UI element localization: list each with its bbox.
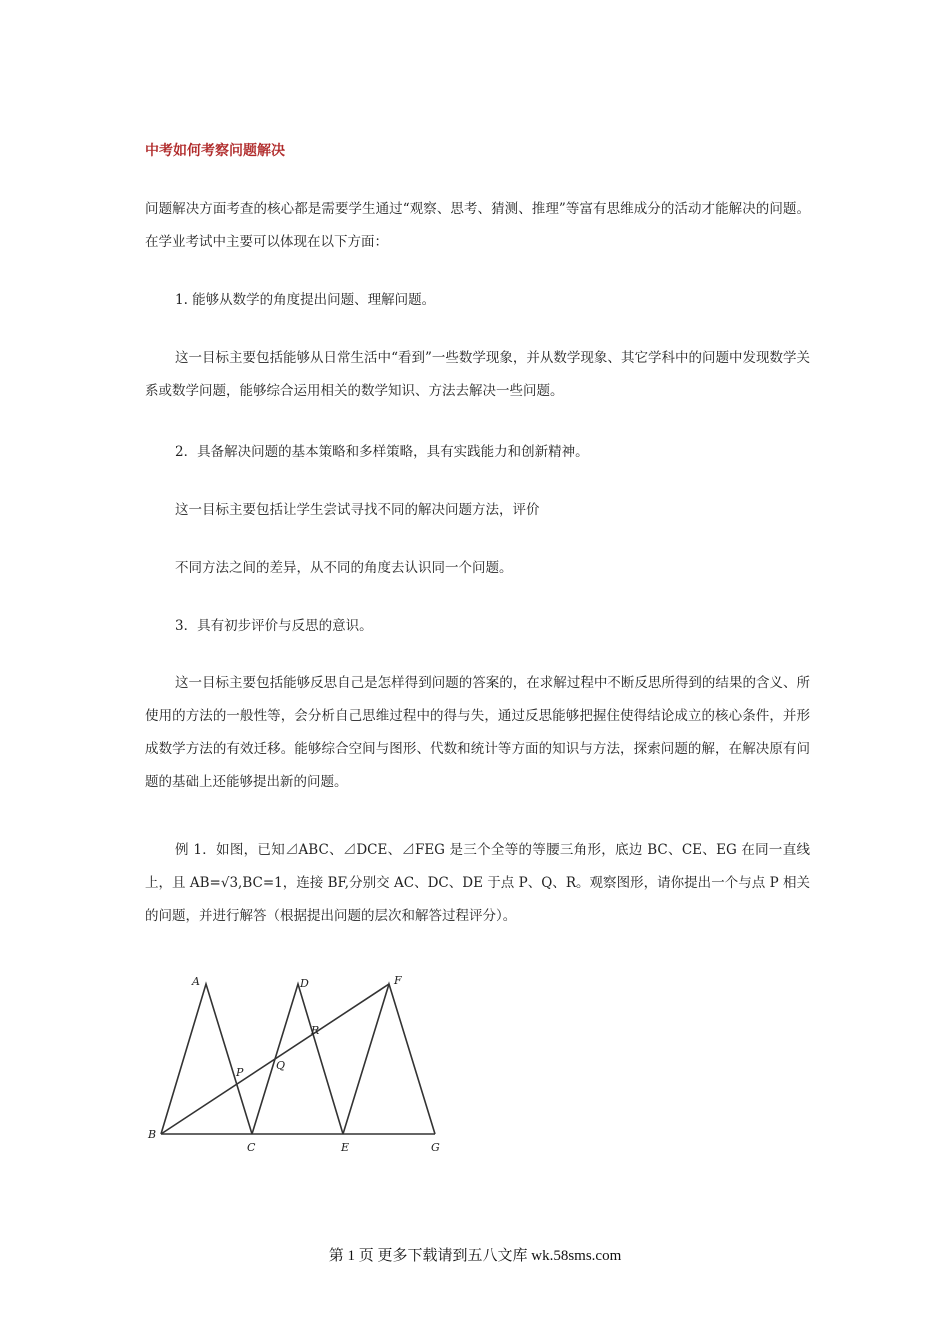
intro-paragraph: 问题解决方面考查的核心都是需要学生通过“观察、思考、猜测、推理”等富有思维成分的活动才能解决的问题。在学业考试中主要可以体现在以下方面： xyxy=(145,201,810,250)
triangle-abc xyxy=(161,984,252,1134)
label-b: B xyxy=(148,1128,157,1141)
point-1-heading: 1. 能够从数学的角度提出问题、理解问题。 xyxy=(175,292,436,308)
triangle-feg xyxy=(343,984,435,1134)
label-p: P xyxy=(236,1066,244,1079)
label-g: G xyxy=(431,1141,440,1154)
triangle-figure xyxy=(145,968,455,1158)
page-footer: 第 1 页 更多下载请到五八文库 wk.58sms.com xyxy=(328,1248,622,1264)
example-1-paragraph: 例 1．如图，已知⊿ABC、⊿DCE、⊿FEG 是三个全等的等腰三角形，底边 BC、CE、EG 在同一直线上，且 AB=√3,BC=1，连接 BF,分别交 AC、DC、DE 于点 P、Q、R。观察图形，请你提出一个与点 P 相关的问题，并进行解答（根据提出问题的层次和解答过程评分）。 xyxy=(145,842,810,924)
label-e: E xyxy=(341,1141,350,1154)
point-1-paragraph: 这一目标主要包括能够从日常生活中“看到”一些数学现象，并从数学现象、其它学科中的问题中发现数学关系或数学问题，能够综合运用相关的数学知识、方法去解决一些问题。 xyxy=(145,350,810,399)
label-c: C xyxy=(247,1141,256,1154)
point-3-heading: 3．具有初步评价与反思的意识。 xyxy=(175,618,373,634)
label-q: Q xyxy=(276,1059,286,1072)
point-2-paragraph-line-1: 这一目标主要包括让学生尝试寻找不同的解决问题方法，评价 xyxy=(175,502,540,518)
point-3-paragraph: 这一目标主要包括能够反思自己是怎样得到问题的答案的，在求解过程中不断反思所得到的结果的含义、所使用的方法的一般性等，会分析自己思维过程中的得与失，通过反思能够把握住使得结论成立的核心条件，并形成数学方法的有效迁移。能够综合空间与图形、代数和统计等方面的知识与方法，探索问题的解，在解决原有问题的基础上还能够提出新的问题。 xyxy=(145,675,810,790)
label-f: F xyxy=(394,974,402,987)
label-r: R xyxy=(311,1024,320,1037)
point-2-heading: 2．具备解决问题的基本策略和多样策略，具有实践能力和创新精神。 xyxy=(175,444,589,460)
point-2-paragraph-line-2: 不同方法之间的差异，从不同的角度去认识同一个问题。 xyxy=(175,560,513,576)
document-title: 中考如何考察问题解决 xyxy=(145,143,285,159)
triangle-dce xyxy=(252,984,343,1134)
label-a: A xyxy=(192,975,200,988)
segment-bf xyxy=(161,984,389,1134)
label-d: D xyxy=(300,977,309,990)
